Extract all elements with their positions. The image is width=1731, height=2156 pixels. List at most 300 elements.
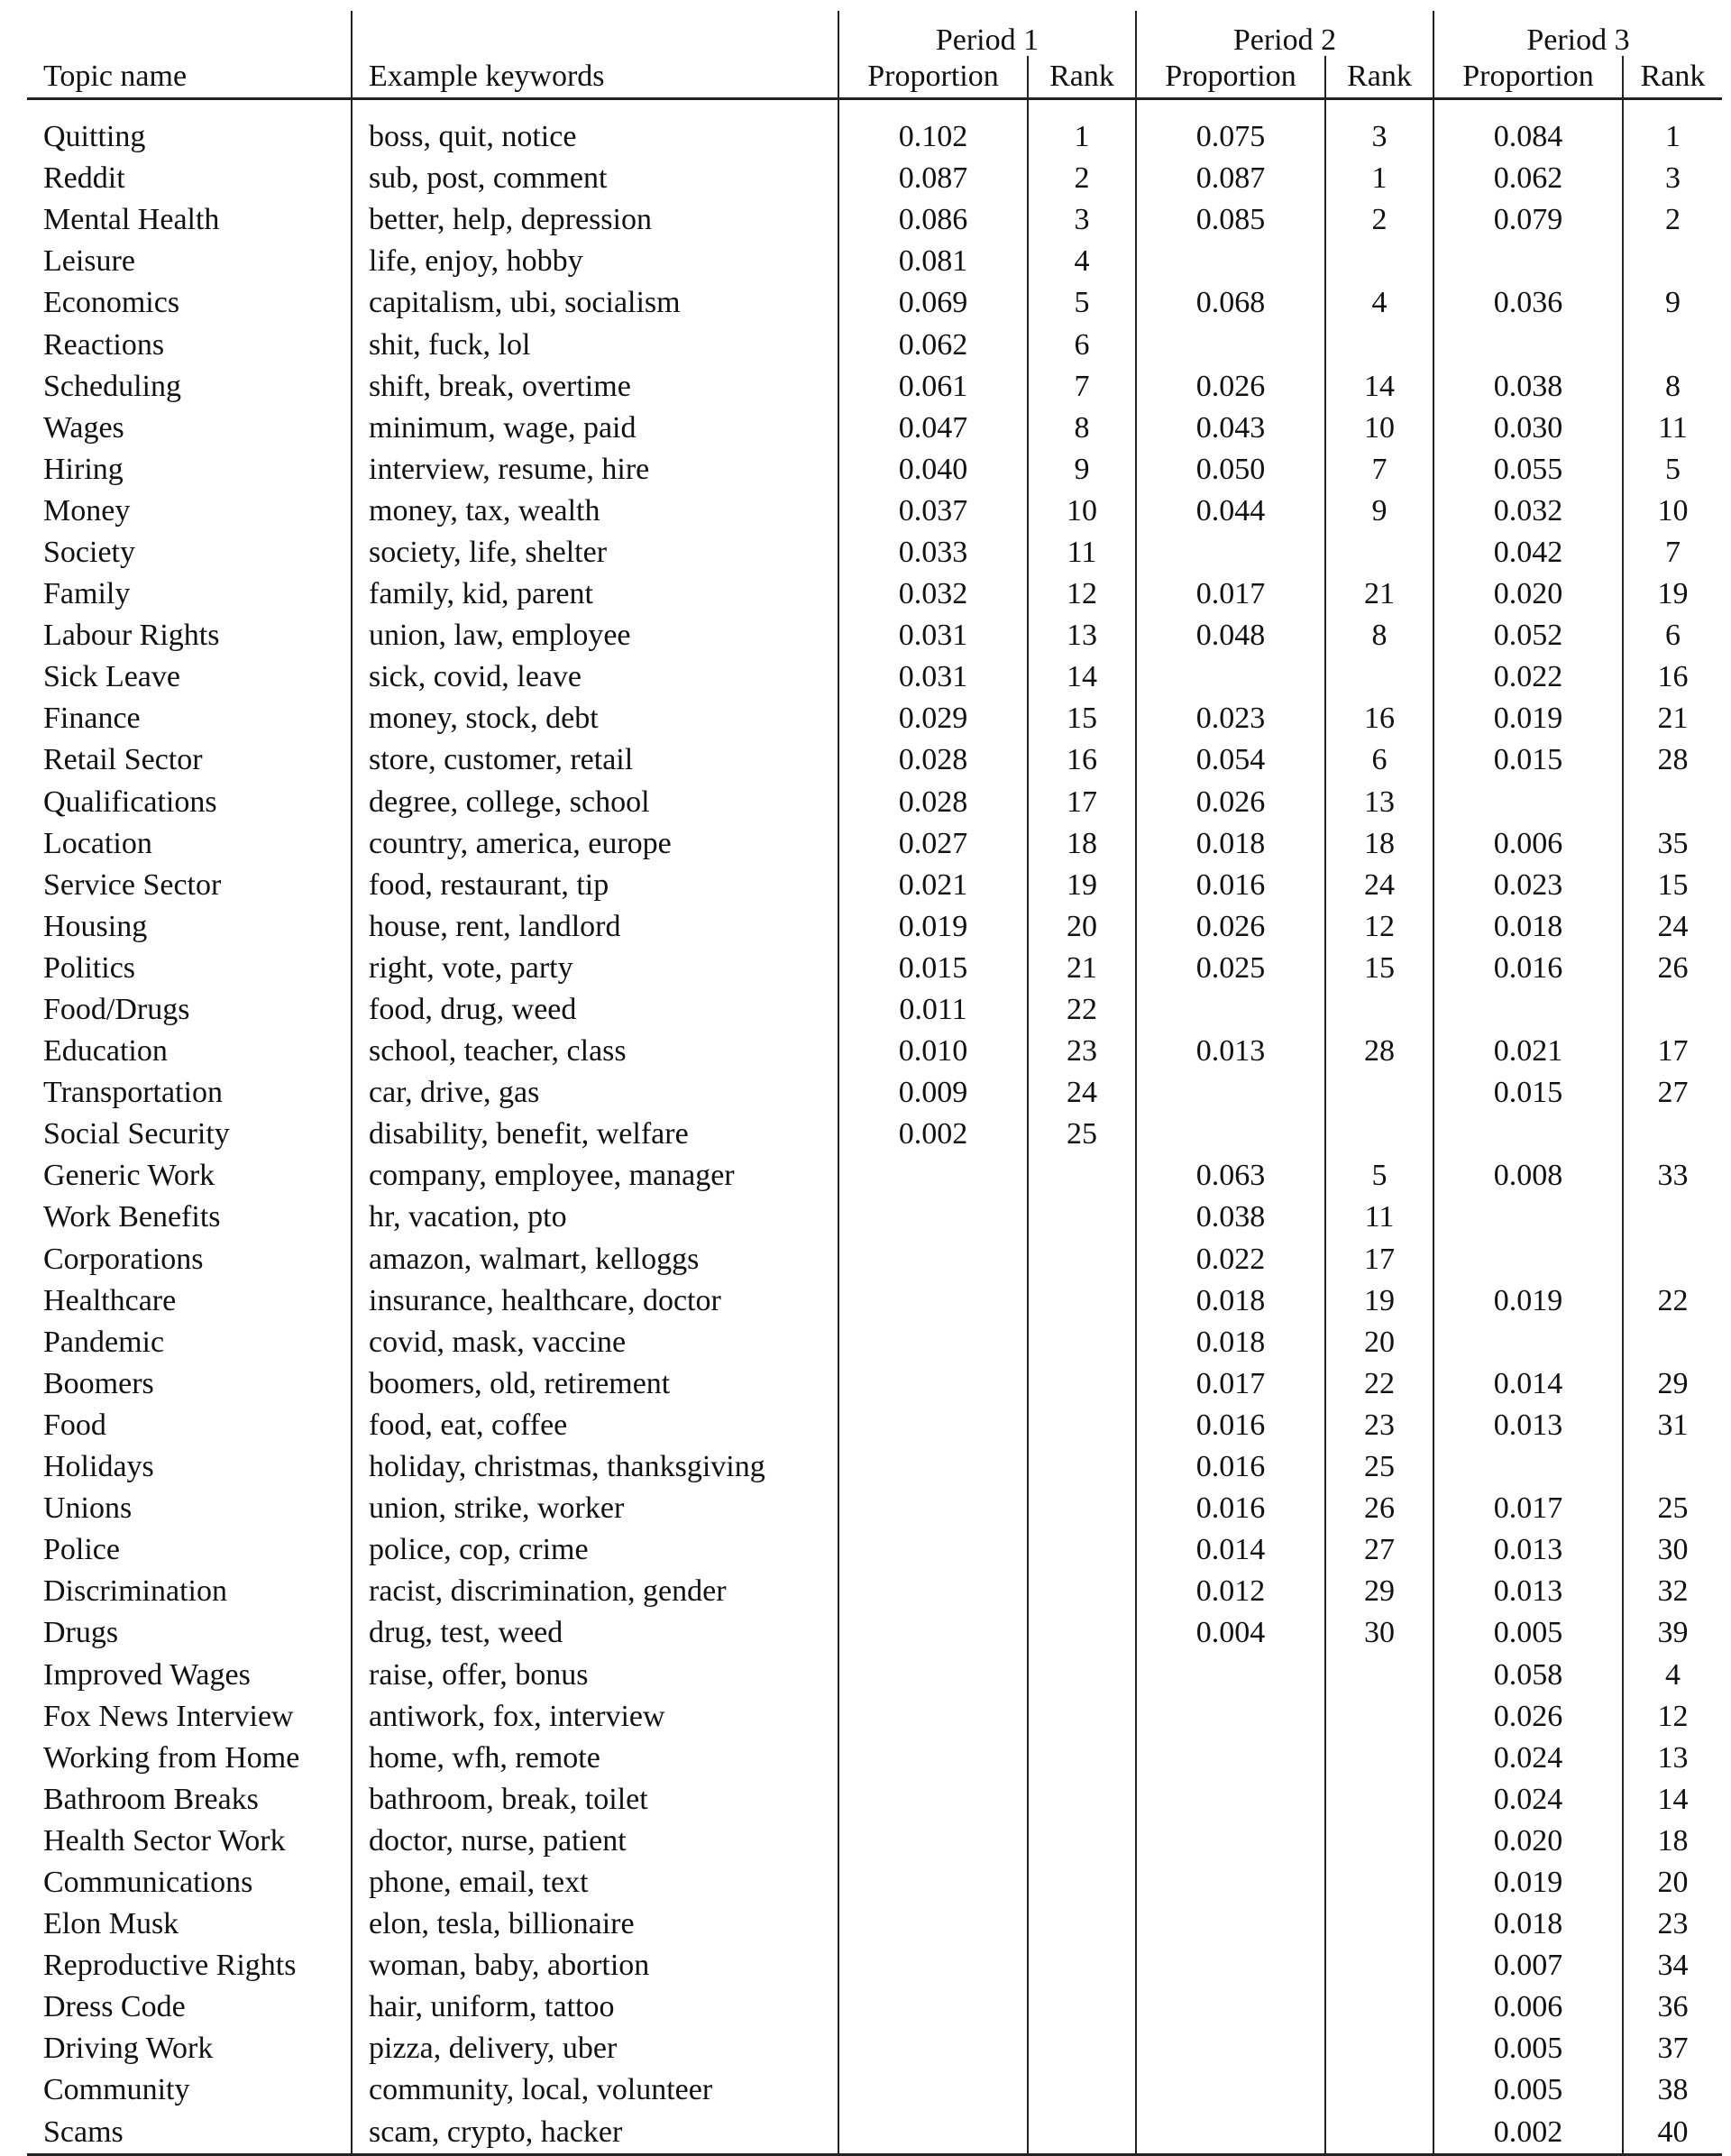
rank-p1-cell: 20 <box>1028 906 1136 948</box>
keywords-cell: disability, benefit, welfare <box>352 1114 838 1155</box>
keywords-cell: boomers, old, retirement <box>352 1363 838 1405</box>
proportion-p2-cell <box>1136 1904 1325 1945</box>
topic-name-cell: Reproductive Rights <box>43 1949 297 1983</box>
proportion-p3-cell: 0.042 <box>1433 532 1623 573</box>
proportion-p2-cell: 0.044 <box>1136 491 1325 532</box>
rank-p2-cell: 6 <box>1325 739 1433 781</box>
keywords-cell: drug, test, weed <box>352 1612 838 1654</box>
topic-name-cell: Community <box>43 2073 190 2107</box>
proportion-p1-cell: 0.040 <box>838 449 1028 491</box>
table-row <box>27 573 1722 615</box>
header-row-columns <box>27 56 1722 99</box>
proportion-p1-cell <box>838 1904 1028 1945</box>
proportion-p2-cell: 0.018 <box>1136 823 1325 865</box>
table-row <box>27 1197 1722 1238</box>
proportion-p3-cell: 0.019 <box>1433 1862 1623 1904</box>
rank-p2-cell: 18 <box>1325 823 1433 865</box>
rank-p3-cell: 15 <box>1623 865 1722 906</box>
keywords-cell: money, tax, wealth <box>352 491 838 532</box>
keywords-cell: house, rent, landlord <box>352 906 838 948</box>
rank-p3-cell: 12 <box>1623 1696 1722 1738</box>
proportion-p1-cell <box>838 1779 1028 1821</box>
topic-name-cell: Mental Health <box>43 203 220 237</box>
rank-p2-cell <box>1325 1738 1433 1779</box>
topic-name-cell: Health Sector Work <box>43 1823 286 1858</box>
proportion-p3-cell: 0.079 <box>1433 199 1623 241</box>
proportion-p3-cell: 0.055 <box>1433 449 1623 491</box>
keywords-cell: boss, quit, notice <box>352 116 838 158</box>
rank-p3-cell <box>1623 782 1722 823</box>
rank-p1-cell: 1 <box>1028 116 1136 158</box>
table-row <box>27 782 1722 823</box>
proportion-p2-cell: 0.068 <box>1136 282 1325 324</box>
rank-p2-cell: 30 <box>1325 1612 1433 1654</box>
proportion-p2-cell <box>1136 241 1325 282</box>
rank-p1-cell <box>1028 1986 1136 2028</box>
proportion-p3-cell: 0.024 <box>1433 1738 1623 1779</box>
proportion-p3-cell: 0.018 <box>1433 906 1623 948</box>
rank-p1-cell: 4 <box>1028 241 1136 282</box>
rank-p1-cell <box>1028 1612 1136 1654</box>
topic-name-cell: Pandemic <box>43 1325 165 1359</box>
table-row <box>27 2069 1722 2111</box>
keywords-cell: insurance, healthcare, doctor <box>352 1280 838 1322</box>
table-row <box>27 1280 1722 1322</box>
topic-name-cell: Transportation <box>43 1076 223 1110</box>
table-row <box>27 1114 1722 1155</box>
table-row <box>27 1779 1722 1821</box>
proportion-p1-cell <box>838 1446 1028 1488</box>
rank-p1-cell <box>1028 1197 1136 1238</box>
proportion-p1-cell: 0.027 <box>838 823 1028 865</box>
rank-p1-cell: 12 <box>1028 573 1136 615</box>
proportion-p1-cell: 0.009 <box>838 1072 1028 1114</box>
proportion-p2-cell: 0.023 <box>1136 698 1325 739</box>
proportion-p1-cell: 0.002 <box>838 1114 1028 1155</box>
keywords-cell: interview, resume, hire <box>352 449 838 491</box>
proportion-p2-cell: 0.017 <box>1136 1363 1325 1405</box>
proportion-p1-cell: 0.015 <box>838 948 1028 989</box>
rank-p3-cell: 32 <box>1623 1571 1722 1612</box>
rank-p1-cell <box>1028 1945 1136 1986</box>
proportion-p3-cell: 0.006 <box>1433 823 1623 865</box>
topic-name-cell: Scams <box>27 2112 352 2155</box>
proportion-p1-cell: 0.102 <box>838 116 1028 158</box>
keywords-cell: country, america, europe <box>352 823 838 865</box>
rank-p3-cell <box>1623 324 1722 365</box>
rank-p3-cell: 5 <box>1623 449 1722 491</box>
proportion-p3-cell: 0.007 <box>1433 1945 1623 1986</box>
rank-p3-cell: 28 <box>1623 739 1722 781</box>
rank-p1-cell <box>1028 1280 1136 1322</box>
proportion-p1-cell <box>838 1529 1028 1571</box>
table-row <box>27 698 1722 739</box>
proportion-p2-cell <box>1136 1779 1325 1821</box>
rank-p3-cell: 19 <box>1623 573 1722 615</box>
rank-p3-cell: 4 <box>1623 1654 1722 1695</box>
topic-name-cell: Drugs <box>43 1616 119 1650</box>
proportion-p3-cell: 0.038 <box>1433 366 1623 408</box>
keywords-cell: food, eat, coffee <box>352 1405 838 1446</box>
proportion-p1-cell: 0.037 <box>838 491 1028 532</box>
rank-p3-cell <box>1623 1114 1722 1155</box>
topic-name-cell: Scheduling <box>43 369 181 403</box>
topic-name-cell: Driving Work <box>43 2032 214 2066</box>
rank-p3-cell: 26 <box>1623 948 1722 989</box>
keywords-cell: doctor, nurse, patient <box>352 1821 838 1862</box>
header-rank-3: Rank <box>1623 56 1722 99</box>
keywords-cell: sub, post, comment <box>352 158 838 199</box>
rank-p2-cell: 20 <box>1325 1322 1433 1363</box>
header-proportion-3: Proportion <box>1433 56 1623 99</box>
rank-p3-cell <box>1623 1446 1722 1488</box>
rank-p1-cell: 25 <box>1028 1114 1136 1155</box>
proportion-p2-cell: 0.018 <box>1136 1322 1325 1363</box>
table-row <box>27 1571 1722 1612</box>
header-period-1: Period 1 <box>838 11 1136 56</box>
keywords-cell: store, customer, retail <box>352 739 838 781</box>
rank-p2-cell <box>1325 2028 1433 2069</box>
rank-p3-cell: 35 <box>1623 823 1722 865</box>
proportion-p2-cell: 0.013 <box>1136 1031 1325 1072</box>
proportion-p3-cell: 0.019 <box>1433 1280 1623 1322</box>
rank-p1-cell: 7 <box>1028 366 1136 408</box>
table-row <box>27 449 1722 491</box>
table-row <box>27 1945 1722 1986</box>
rank-p2-cell <box>1325 989 1433 1031</box>
proportion-p2-cell: 0.017 <box>1136 573 1325 615</box>
rank-p2-cell <box>1325 532 1433 573</box>
rank-p2-cell: 4 <box>1325 282 1433 324</box>
proportion-p3-cell: 0.005 <box>1433 2069 1623 2111</box>
rank-p2-cell: 23 <box>1325 1405 1433 1446</box>
rank-p2-cell: 9 <box>1325 491 1433 532</box>
topic-name-cell: Improved Wages <box>43 1657 251 1692</box>
rank-p2-cell <box>1325 1904 1433 1945</box>
rank-p3-cell <box>1623 241 1722 282</box>
topic-name-cell: Leisure <box>43 244 135 279</box>
proportion-p3-cell <box>1433 241 1623 282</box>
proportion-p1-cell <box>838 1945 1028 1986</box>
proportion-p3-cell <box>1433 989 1623 1031</box>
rank-p2-cell: 2 <box>1325 199 1433 241</box>
keywords-cell: food, restaurant, tip <box>352 865 838 906</box>
topic-name-cell: Retail Sector <box>43 743 203 777</box>
proportion-p2-cell <box>1136 1821 1325 1862</box>
proportion-p3-cell: 0.052 <box>1433 615 1623 656</box>
keywords-cell: phone, email, text <box>352 1862 838 1904</box>
proportion-p1-cell <box>838 1571 1028 1612</box>
keywords-cell: shift, break, overtime <box>352 366 838 408</box>
topic-table-container <box>27 11 1722 2156</box>
topic-name-cell: Sick Leave <box>43 660 180 694</box>
keywords-cell: woman, baby, abortion <box>352 1945 838 1986</box>
rank-p3-cell: 24 <box>1623 906 1722 948</box>
topic-name-cell: Food <box>43 1408 106 1442</box>
topic-name-cell: Discrimination <box>43 1574 227 1609</box>
keywords-cell: degree, college, school <box>352 782 838 823</box>
rank-p2-cell: 3 <box>1325 116 1433 158</box>
header-period-2: Period 2 <box>1136 11 1433 56</box>
topic-name-cell: Labour Rights <box>43 619 220 653</box>
rank-p1-cell: 10 <box>1028 491 1136 532</box>
table-row <box>27 491 1722 532</box>
proportion-p1-cell: 0.021 <box>838 865 1028 906</box>
rank-p1-cell <box>1028 2069 1136 2111</box>
proportion-p1-cell: 0.061 <box>838 366 1028 408</box>
keywords-cell: scam, crypto, hacker <box>352 2112 838 2155</box>
header-blank-name <box>27 11 352 56</box>
rank-p2-cell: 15 <box>1325 948 1433 989</box>
table-row <box>27 324 1722 365</box>
rank-p2-cell: 27 <box>1325 1529 1433 1571</box>
rank-p2-cell: 22 <box>1325 1363 1433 1405</box>
rank-p2-cell <box>1325 1114 1433 1155</box>
table-row <box>27 1363 1722 1405</box>
keywords-cell: antiwork, fox, interview <box>352 1696 838 1738</box>
table-row <box>27 1904 1722 1945</box>
proportion-p3-cell: 0.022 <box>1433 656 1623 698</box>
rank-p1-cell: 13 <box>1028 615 1136 656</box>
proportion-p1-cell: 0.029 <box>838 698 1028 739</box>
topic-name-cell: Politics <box>43 950 136 985</box>
topic-name-cell: Working from Home <box>43 1740 300 1775</box>
rank-p1-cell <box>1028 1862 1136 1904</box>
table-row <box>27 1529 1722 1571</box>
rank-p1-cell: 18 <box>1028 823 1136 865</box>
rank-p3-cell: 25 <box>1623 1488 1722 1529</box>
proportion-p1-cell <box>838 1280 1028 1322</box>
proportion-p2-cell <box>1136 324 1325 365</box>
header-period-3: Period 3 <box>1433 11 1722 56</box>
proportion-p1-cell <box>838 1405 1028 1446</box>
keywords-cell: community, local, volunteer <box>352 2069 838 2111</box>
rank-p1-cell <box>1028 2028 1136 2069</box>
rank-p1-cell: 8 <box>1028 408 1136 449</box>
rank-p3-cell: 16 <box>1623 656 1722 698</box>
keywords-cell: family, kid, parent <box>352 573 838 615</box>
table-row <box>27 116 1722 158</box>
table-row <box>27 739 1722 781</box>
rank-p3-cell: 34 <box>1623 1945 1722 1986</box>
topic-name-cell: Holidays <box>43 1450 154 1484</box>
rank-p1-cell: 5 <box>1028 282 1136 324</box>
keywords-cell: hair, uniform, tattoo <box>352 1986 838 2028</box>
rank-p3-cell: 7 <box>1623 532 1722 573</box>
proportion-p1-cell <box>838 1612 1028 1654</box>
proportion-p3-cell: 0.032 <box>1433 491 1623 532</box>
header-spacer <box>27 99 1722 117</box>
proportion-p1-cell: 0.086 <box>838 199 1028 241</box>
proportion-p2-cell: 0.016 <box>1136 865 1325 906</box>
rank-p3-cell: 11 <box>1623 408 1722 449</box>
topic-name-cell: Wages <box>43 410 124 445</box>
topic-name-cell: Corporations <box>43 1242 204 1276</box>
rank-p1-cell <box>1028 2112 1136 2155</box>
table-row <box>27 1405 1722 1446</box>
rank-p1-cell <box>1028 1446 1136 1488</box>
proportion-p2-cell <box>1136 532 1325 573</box>
proportion-p2-cell: 0.022 <box>1136 1239 1325 1280</box>
keywords-cell: life, enjoy, hobby <box>352 241 838 282</box>
topic-name-cell: Reddit <box>43 161 125 196</box>
rank-p1-cell: 2 <box>1028 158 1136 199</box>
table-row <box>27 1155 1722 1197</box>
proportion-p1-cell: 0.019 <box>838 906 1028 948</box>
rank-p1-cell <box>1028 1363 1136 1405</box>
proportion-p2-cell: 0.025 <box>1136 948 1325 989</box>
proportion-p3-cell <box>1433 1197 1623 1238</box>
proportion-p2-cell <box>1136 1072 1325 1114</box>
proportion-p3-cell <box>1433 324 1623 365</box>
keywords-cell: elon, tesla, billionaire <box>352 1904 838 1945</box>
proportion-p3-cell: 0.026 <box>1433 1696 1623 1738</box>
proportion-p3-cell: 0.016 <box>1433 948 1623 989</box>
keywords-cell: capitalism, ubi, socialism <box>352 282 838 324</box>
keywords-cell: sick, covid, leave <box>352 656 838 698</box>
rank-p2-cell <box>1325 2069 1433 2111</box>
rank-p3-cell: 13 <box>1623 1738 1722 1779</box>
proportion-p2-cell <box>1136 2028 1325 2069</box>
table-row <box>27 2028 1722 2069</box>
proportion-p2-cell: 0.026 <box>1136 782 1325 823</box>
keywords-cell: bathroom, break, toilet <box>352 1779 838 1821</box>
rank-p3-cell: 30 <box>1623 1529 1722 1571</box>
keywords-cell: minimum, wage, paid <box>352 408 838 449</box>
proportion-p3-cell: 0.013 <box>1433 1571 1623 1612</box>
keywords-cell: covid, mask, vaccine <box>352 1322 838 1363</box>
proportion-p2-cell: 0.014 <box>1136 1529 1325 1571</box>
header-blank-keywords <box>352 11 838 56</box>
proportion-p3-cell: 0.013 <box>1433 1405 1623 1446</box>
topic-name-cell: Police <box>43 1533 120 1567</box>
topic-name-cell: Quitting <box>43 120 146 154</box>
keywords-cell: racist, discrimination, gender <box>352 1571 838 1612</box>
proportion-p2-cell: 0.038 <box>1136 1197 1325 1238</box>
table-row <box>27 1654 1722 1695</box>
table-row <box>27 1446 1722 1488</box>
keywords-cell: union, strike, worker <box>352 1488 838 1529</box>
proportion-p2-cell: 0.016 <box>1136 1488 1325 1529</box>
proportion-p2-cell <box>1136 1654 1325 1695</box>
rank-p1-cell: 23 <box>1028 1031 1136 1072</box>
proportion-p3-cell <box>1433 1114 1623 1155</box>
proportion-p2-cell: 0.048 <box>1136 615 1325 656</box>
rank-p2-cell: 26 <box>1325 1488 1433 1529</box>
keywords-cell: food, drug, weed <box>352 989 838 1031</box>
proportion-p2-cell: 0.054 <box>1136 739 1325 781</box>
table-row <box>27 199 1722 241</box>
topic-name-cell: Economics <box>43 286 180 320</box>
rank-p1-cell <box>1028 1654 1136 1695</box>
rank-p1-cell: 9 <box>1028 449 1136 491</box>
rank-p3-cell: 33 <box>1623 1155 1722 1197</box>
rank-p3-cell: 2 <box>1623 199 1722 241</box>
proportion-p3-cell: 0.005 <box>1433 2028 1623 2069</box>
keywords-cell: society, life, shelter <box>352 532 838 573</box>
rank-p2-cell <box>1325 1654 1433 1695</box>
rank-p3-cell <box>1623 1197 1722 1238</box>
rank-p1-cell: 24 <box>1028 1072 1136 1114</box>
keywords-cell: union, law, employee <box>352 615 838 656</box>
rank-p2-cell <box>1325 1696 1433 1738</box>
topic-name-cell: Unions <box>43 1491 133 1526</box>
table-row <box>27 408 1722 449</box>
keywords-cell: money, stock, debt <box>352 698 838 739</box>
rank-p1-cell: 15 <box>1028 698 1136 739</box>
proportion-p1-cell: 0.010 <box>838 1031 1028 1072</box>
topic-name-cell: Fox News Interview <box>43 1699 294 1733</box>
header-proportion-2: Proportion <box>1136 56 1325 99</box>
rank-p3-cell: 18 <box>1623 1821 1722 1862</box>
table-row <box>27 948 1722 989</box>
proportion-p1-cell <box>838 1986 1028 2028</box>
rank-p1-cell <box>1028 1405 1136 1446</box>
topic-name-cell: Healthcare <box>43 1283 177 1317</box>
rank-p3-cell <box>1623 1239 1722 1280</box>
proportion-p1-cell <box>838 1488 1028 1529</box>
table-row <box>27 823 1722 865</box>
rank-p2-cell <box>1325 2112 1433 2155</box>
proportion-p3-cell: 0.058 <box>1433 1654 1623 1695</box>
rank-p2-cell <box>1325 1072 1433 1114</box>
rank-p3-cell: 8 <box>1623 366 1722 408</box>
rank-p2-cell: 24 <box>1325 865 1433 906</box>
proportion-p2-cell <box>1136 2069 1325 2111</box>
rank-p3-cell: 6 <box>1623 615 1722 656</box>
topic-name-cell: Finance <box>43 702 141 736</box>
proportion-p3-cell: 0.015 <box>1433 1072 1623 1114</box>
proportion-p3-cell: 0.021 <box>1433 1031 1623 1072</box>
proportion-p3-cell: 0.008 <box>1433 1155 1623 1197</box>
proportion-p3-cell: 0.019 <box>1433 698 1623 739</box>
rank-p3-cell: 38 <box>1623 2069 1722 2111</box>
proportion-p1-cell <box>838 1654 1028 1695</box>
proportion-p2-cell <box>1136 1696 1325 1738</box>
rank-p2-cell <box>1325 1945 1433 1986</box>
rank-p1-cell <box>1028 1529 1136 1571</box>
keywords-cell: raise, offer, bonus <box>352 1654 838 1695</box>
rank-p2-cell <box>1325 656 1433 698</box>
topic-name-cell: Location <box>43 826 152 860</box>
rank-p2-cell: 16 <box>1325 698 1433 739</box>
topic-name-cell: Work Benefits <box>43 1200 221 1234</box>
proportion-p2-cell <box>1136 1986 1325 2028</box>
rank-p3-cell: 23 <box>1623 1904 1722 1945</box>
proportion-p2-cell <box>1136 1945 1325 1986</box>
rank-p3-cell: 31 <box>1623 1405 1722 1446</box>
header-proportion-1: Proportion <box>838 56 1028 99</box>
rank-p1-cell: 21 <box>1028 948 1136 989</box>
topic-name-cell: Hiring <box>43 452 124 486</box>
rank-p1-cell: 22 <box>1028 989 1136 1031</box>
proportion-p2-cell: 0.016 <box>1136 1405 1325 1446</box>
header-row-periods <box>27 11 1722 56</box>
rank-p1-cell <box>1028 1155 1136 1197</box>
rank-p2-cell: 28 <box>1325 1031 1433 1072</box>
proportion-p3-cell: 0.036 <box>1433 282 1623 324</box>
table-row <box>27 1862 1722 1904</box>
proportion-p2-cell <box>1136 656 1325 698</box>
rank-p1-cell: 11 <box>1028 532 1136 573</box>
proportion-p1-cell: 0.031 <box>838 615 1028 656</box>
keywords-cell: hr, vacation, pto <box>352 1197 838 1238</box>
topic-name-cell: Reactions <box>43 327 165 362</box>
rank-p2-cell: 7 <box>1325 449 1433 491</box>
proportion-p1-cell <box>838 1821 1028 1862</box>
proportion-p1-cell: 0.011 <box>838 989 1028 1031</box>
rank-p2-cell <box>1325 241 1433 282</box>
